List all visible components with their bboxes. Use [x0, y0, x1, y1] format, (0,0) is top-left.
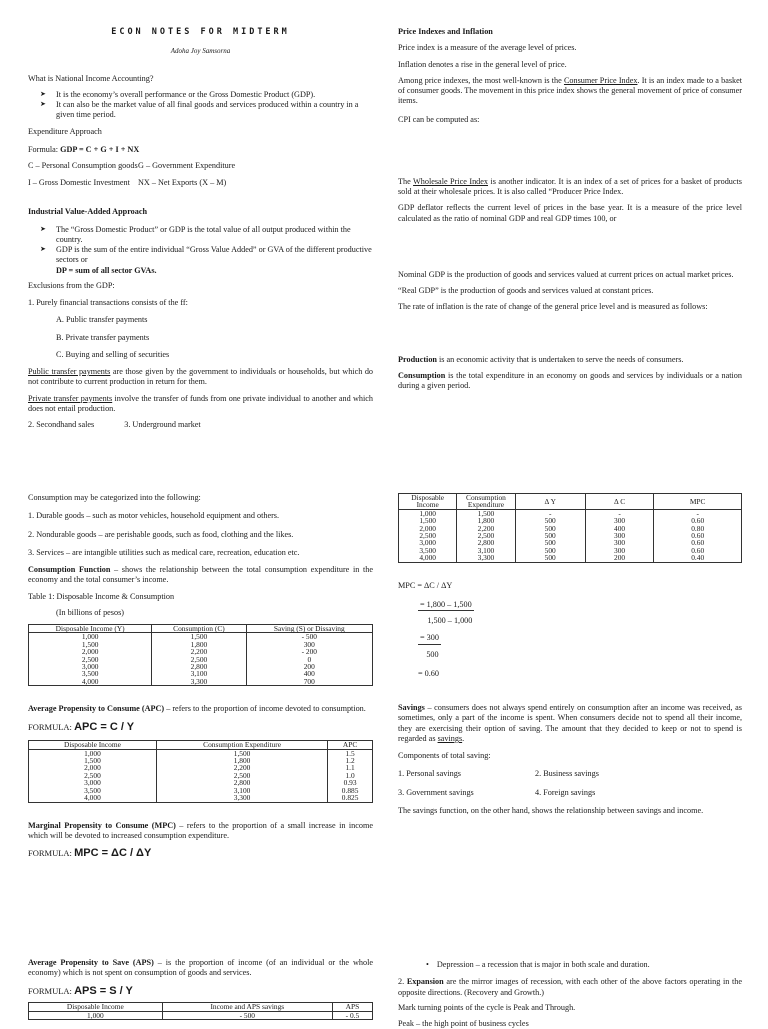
consumption-section [28, 493, 373, 861]
table-cell: 500 [515, 517, 585, 524]
definition-text: is an economic activity that is undertaken to serve the needs of consumers. [436, 354, 684, 364]
table-cell: 2,800 [457, 539, 515, 546]
column-header: Δ C [585, 494, 654, 510]
table-row [29, 772, 373, 779]
table-cell: 2,000 [29, 648, 152, 655]
table-cell: 1,500 [156, 749, 327, 757]
exclusions-heading: Exclusions from the GDP: [28, 280, 115, 290]
cpi-computation: CPI can be computed as: [398, 114, 480, 124]
aps-formula [28, 985, 373, 999]
table-cell: 3,000 [29, 663, 152, 670]
table-cell: 300 [585, 547, 654, 554]
table-row [29, 794, 373, 802]
denominator: 500 [426, 649, 439, 659]
savings-function: The savings function, on the other hand, shows the relationship between savings and income. [398, 805, 704, 815]
defined-term: Consumption [398, 370, 446, 380]
apc-definition [28, 704, 373, 714]
table-cell: 2,200 [156, 764, 327, 771]
table-cell: 2,000 [29, 764, 157, 771]
table-cell: 700 [246, 678, 372, 686]
aps-table [28, 1002, 373, 1020]
formula-expression: APS = S / Y [74, 984, 133, 997]
dp-formula: DP = sum of all sector GVAs. [56, 265, 157, 275]
definition-text: involve the transfer of funds from one private individual to another and which does not entail production. [28, 393, 374, 413]
term-i: I – Gross Domestic Investment [28, 178, 130, 188]
table-row [399, 539, 742, 546]
column-header: Disposable Income (Y) [29, 625, 152, 633]
table-caption: Table 1: Disposable Income & Consumption [28, 591, 175, 601]
denominator: 1,500 – 1,000 [427, 616, 473, 626]
table-cell: 1,000 [29, 749, 157, 757]
column-header: Saving (S) or Dissaving [246, 625, 372, 633]
table-row [29, 787, 373, 794]
text: . [462, 733, 465, 743]
column-header: MPC [654, 494, 742, 510]
table-cell: - [654, 509, 742, 517]
table-subcaption: (In billions of pesos) [56, 607, 124, 617]
list-item: ➤ The “Gross Domestic Product” or GDP is the total value of all output produced within the country. [40, 225, 373, 246]
table-cell: 3,500 [29, 787, 157, 794]
table-row [29, 678, 373, 686]
exclusion-item: B. Private transfer payments [56, 332, 150, 342]
underground-market: 3. Underground market [124, 420, 201, 430]
gdp-terms [28, 161, 373, 189]
table-cell: - 200 [246, 648, 372, 655]
defined-term: Production [398, 354, 437, 364]
defined-term: Expansion [406, 977, 444, 987]
financial-transactions: 1. Purely financial transactions consists of the ff: [28, 298, 188, 308]
definition-text: – refers to the proportion of income devoted to consumption. [164, 704, 366, 714]
table-cell: 0.60 [654, 532, 742, 539]
inflation-paragraph: The rate of inflation is the rate of change of the general price level and is measured as follows: [398, 302, 708, 312]
table-cell: 1,800 [457, 517, 515, 524]
formula-expression: MPC = ΔC / ΔY [74, 847, 152, 859]
table-cell: 1,500 [399, 517, 457, 524]
table-cell: 3,100 [457, 547, 515, 554]
aps-definition [28, 958, 373, 979]
table-cell: 2,500 [399, 532, 457, 539]
column-header: APS [332, 1003, 372, 1011]
table-cell: 3,500 [399, 547, 457, 554]
table-cell: 0.825 [328, 794, 373, 802]
cpi-paragraph [398, 76, 742, 107]
table-cell: 500 [515, 539, 585, 546]
consumption-intro: Consumption may be categorized into the following: [28, 493, 201, 502]
column-header: Consumption Expenditure [156, 741, 327, 749]
table-cell: 1,500 [152, 633, 246, 641]
table-row [399, 525, 742, 532]
formula-expression: GDP = C + G + I + NX [60, 144, 140, 154]
consumption-definition [398, 371, 742, 392]
table-cell: 0.885 [328, 787, 373, 794]
table-cell: 3,000 [399, 539, 457, 546]
exclusion-item: A. Public transfer payments [56, 315, 148, 325]
table-cell: 400 [246, 670, 372, 677]
savings-components [398, 769, 742, 798]
defined-term: Savings [398, 703, 425, 713]
definition-text: are the mirror images of recession, with each other of the above factors operating in the opposite directions. (Recovery and Growth.) [398, 977, 743, 997]
author-name: Adoha Joy Samsorna [170, 46, 231, 55]
table-header-row [399, 494, 742, 510]
table-cell: 500 [515, 547, 585, 554]
defined-term: Wholesale Price Index [413, 176, 488, 186]
table-cell: 2,200 [457, 525, 515, 532]
expenditure-approach-heading: Expenditure Approach [28, 127, 102, 137]
secondhand-sales: 2. Secondhand sales [28, 420, 95, 430]
price-index-section [398, 27, 742, 391]
table-cell: 0.93 [328, 779, 373, 786]
table-row [399, 547, 742, 554]
table-cell: 4,000 [399, 554, 457, 562]
gdp-deflator-paragraph: GDP deflator reflects the current level of prices in the base year. It is a measure of the price level calculated as the ratio of nominal GDP and real GDP times 100, or [398, 203, 742, 223]
saving-component: 3. Government savings [398, 787, 474, 797]
fraction [418, 633, 441, 660]
value-added-heading: Industrial Value-Added Approach [28, 207, 148, 217]
table-cell: 4,000 [29, 794, 157, 802]
table-cell: 0.40 [654, 554, 742, 562]
table-cell: 2,500 [29, 656, 152, 663]
column-header: Disposable Income [399, 494, 457, 510]
production-definition [398, 355, 742, 365]
expansion-definition [398, 977, 742, 998]
other-exclusions [28, 420, 373, 430]
table-cell: 0.60 [654, 539, 742, 546]
table-cell: 2,500 [29, 772, 157, 779]
nominal-gdp-paragraph: Nominal GDP is the production of goods and services valued at current prices on actual market prices. [398, 269, 734, 279]
table-cell: 1,500 [29, 757, 157, 764]
turning-points: Mark turning points of the cycle is Peak and Through. [398, 1002, 576, 1012]
table-cell: 200 [585, 554, 654, 562]
table-cell: 1.5 [328, 749, 373, 757]
term-g: G – Government Expenditure [138, 160, 236, 170]
definition-text: – consumers does not always spend entirely on consumption after an income was received, as sometimes, only a part of the income is spent. When consumers decide not to spend all their income, they are exercising their option of saving. The amount that they decided to keep or not to spend is regarded as [398, 703, 742, 743]
list-item: ➤ It is the economy’s overall performance or the Gross Domestic Product (GDP). [40, 90, 373, 100]
table-cell: 2,000 [399, 525, 457, 532]
consumption-category: 3. Services – are intangible utilities such as medical care, recreation, education etc. [28, 547, 300, 557]
business-cycle-section [398, 960, 742, 1029]
table-cell: 0.80 [654, 525, 742, 532]
table-cell: 500 [515, 525, 585, 532]
formula-label: FORMULA: [28, 721, 72, 732]
table-header-row [29, 1003, 373, 1011]
definition-text: – is the proportion of income (of an individual or the whole economy) which is not spent on consumption of goods and services. [28, 958, 373, 978]
value-added-list [28, 225, 373, 266]
table-cell: 3,100 [156, 787, 327, 794]
apc-formula [28, 721, 373, 735]
defined-term: Average Propensity to Consume (APC) [28, 704, 165, 714]
apc-table [28, 740, 373, 802]
table-row [29, 749, 373, 757]
table-cell: 1,000 [399, 509, 457, 517]
table-cell: 4,000 [29, 678, 152, 686]
text: Among price indexes, the most well-known is the [398, 75, 564, 85]
question-heading: What is National Income Accounting? [28, 74, 154, 84]
table-cell: 300 [585, 539, 654, 546]
definition-list [28, 90, 373, 121]
defined-term: Marginal Propensity to Consume (MPC) [28, 820, 176, 830]
paragraph: Inflation denotes a rise in the general level of price. [398, 59, 567, 69]
column-header: Consumption (C) [152, 625, 246, 633]
column-header: Income and APS savings [162, 1003, 332, 1011]
definition-text: are those given by the government to individuals or households, but which do not contribute to current production in return for them. [28, 367, 374, 387]
section-heading: Price Indexes and Inflation [398, 27, 493, 36]
exclusion-item: C. Buying and selling of securities [56, 349, 170, 359]
table-cell: 3,000 [29, 779, 157, 786]
saving-component: 2. Business savings [535, 769, 599, 779]
table-cell: 0.60 [654, 517, 742, 524]
table-cell: 3,100 [152, 670, 246, 677]
table-cell: 1,500 [457, 509, 515, 517]
table-row [29, 764, 373, 771]
table-cell: 2,800 [152, 663, 246, 670]
table-cell: 3,300 [457, 554, 515, 562]
column-header: Disposable Income [29, 741, 157, 749]
table-cell: 0 [246, 656, 372, 663]
term-c: C – Personal Consumption goods [28, 160, 138, 170]
table-row [29, 779, 373, 786]
table-row [399, 554, 742, 562]
cycle-list [398, 960, 742, 970]
column-header: Disposable Income [29, 1003, 163, 1011]
table-cell: 2,800 [156, 779, 327, 786]
savings-definition [398, 703, 742, 744]
table-cell: 2,500 [156, 772, 327, 779]
defined-term: Public transfer payments [28, 367, 111, 377]
table-cell: 2,200 [152, 648, 246, 655]
definition-text: – shows the relationship between the total consumption expenditure in the economy and the total consumer’s income. [28, 565, 373, 585]
real-gdp-paragraph: “Real GDP” is the production of goods and services valued at constant prices. [398, 286, 654, 295]
table-cell: 2,500 [152, 656, 246, 663]
table-cell: 3,300 [156, 794, 327, 802]
table-cell: 1,500 [29, 641, 152, 648]
formula-label: FORMULA: [28, 848, 72, 858]
table-row [29, 757, 373, 764]
table-cell: 0.60 [654, 547, 742, 554]
saving-component: 1. Personal savings [398, 769, 461, 779]
table-cell: 3,500 [29, 670, 152, 677]
table-header-row [29, 741, 373, 749]
mpc-formula [28, 847, 373, 861]
text: is another indicator. It is an index of a set of prices for a basket of products sold at their wholesale prices. It is also called “Producer Price Index. [398, 176, 742, 196]
formula-label: FORMULA: [28, 985, 72, 996]
text: . It is an index made to a basket of consumer goods. The movement in this price index shows the general movement of price of consumer items. [398, 75, 743, 106]
mpc-equation: MPC = ΔC / ΔY [398, 580, 453, 590]
wpi-paragraph [398, 177, 742, 198]
table-cell: 300 [585, 517, 654, 524]
consumption-category: 1. Durable goods – such as motor vehicles, household equipment and others. [28, 511, 280, 521]
table-cell: 1.2 [328, 757, 373, 764]
table-cell: 1,000 [29, 633, 152, 641]
savings-components-heading: Components of total saving: [398, 751, 491, 761]
defined-term: Average Propensity to Save (APS) [28, 958, 154, 967]
column-header: Δ Y [515, 494, 585, 510]
underlined-term: savings [437, 733, 463, 743]
table-row [399, 509, 742, 517]
document-title: ECON NOTES FOR MIDTERM [111, 27, 290, 37]
mpc-computation-step [398, 600, 742, 627]
income-consumption-table [28, 624, 373, 686]
numerator: = 300 [418, 633, 441, 644]
numerator: = 1,800 – 1,500 [418, 600, 474, 611]
mpc-computation-step [398, 633, 742, 660]
list-item: ➤ It can also be the market value of all final goods and services produced within a country in a given time period. [40, 100, 373, 121]
table-cell: 3,300 [152, 678, 246, 686]
defined-term: Consumption Function [28, 565, 111, 574]
consumption-category: 2. Nondurable goods – are perishable goods, such as food, clothing and the likes. [28, 529, 294, 539]
public-transfer-definition [28, 367, 373, 388]
table-cell: - [585, 509, 654, 517]
national-income-section [28, 27, 373, 430]
table-cell: 200 [246, 663, 372, 670]
table-cell: 300 [246, 641, 372, 648]
table-cell: 1,800 [152, 641, 246, 648]
column-header: Consumption Expenditure [457, 494, 515, 510]
formula-label: Formula: [28, 144, 59, 154]
table-cell: - 500 [246, 633, 372, 641]
mpc-definition [28, 821, 373, 842]
list-item: • Depression – a recession that is major in both scale and duration. [426, 960, 742, 970]
table-cell: 500 [515, 554, 585, 562]
mpc-result: = 0.60 [418, 668, 439, 678]
table-cell: - 500 [162, 1011, 332, 1019]
term-nx: NX – Net Exports (X – M) [138, 178, 227, 188]
table-cell: - 0.5 [332, 1011, 372, 1019]
formula-expression: APC = C / Y [74, 720, 135, 733]
mpc-table [398, 493, 742, 563]
fraction [418, 600, 474, 627]
column-header: APC [328, 741, 373, 749]
gdp-formula [28, 145, 373, 155]
mpc-section [398, 493, 742, 816]
text: 2. [398, 977, 407, 987]
private-transfer-definition [28, 394, 373, 415]
table-row [399, 517, 742, 524]
table-cell: 400 [585, 525, 654, 532]
peak-definition: Peak – the high point of business cycles [398, 1019, 529, 1028]
table-cell: 300 [585, 532, 654, 539]
list-item: ➤ GDP is the sum of the entire individual “Gross Value Added” or GVA of the different productive sectors or [40, 245, 373, 266]
defined-term: Private transfer payments [28, 393, 113, 403]
text: The [398, 176, 414, 186]
table-cell: 1,000 [29, 1011, 163, 1019]
table-cell: 500 [515, 532, 585, 539]
table-cell: - [515, 509, 585, 517]
defined-term: Consumer Price Index [563, 75, 638, 85]
saving-component: 4. Foreign savings [535, 787, 596, 797]
table-cell: 1.1 [328, 764, 373, 771]
table-cell: 2,500 [457, 532, 515, 539]
table-row [399, 532, 742, 539]
definition-text: is the total expenditure in an economy on goods and services by individuals or a nation during a given period. [398, 370, 742, 390]
table-row [29, 1011, 373, 1019]
aps-section [28, 958, 373, 1020]
definition-text: – refers to the proportion of a small increase in income which will be devoted to increased consumption expenditure. [28, 820, 373, 840]
table-cell: 1.0 [328, 772, 373, 779]
table-cell: 1,800 [156, 757, 327, 764]
paragraph: Price index is a measure of the average level of prices. [398, 43, 577, 53]
consumption-function-definition [28, 565, 373, 586]
